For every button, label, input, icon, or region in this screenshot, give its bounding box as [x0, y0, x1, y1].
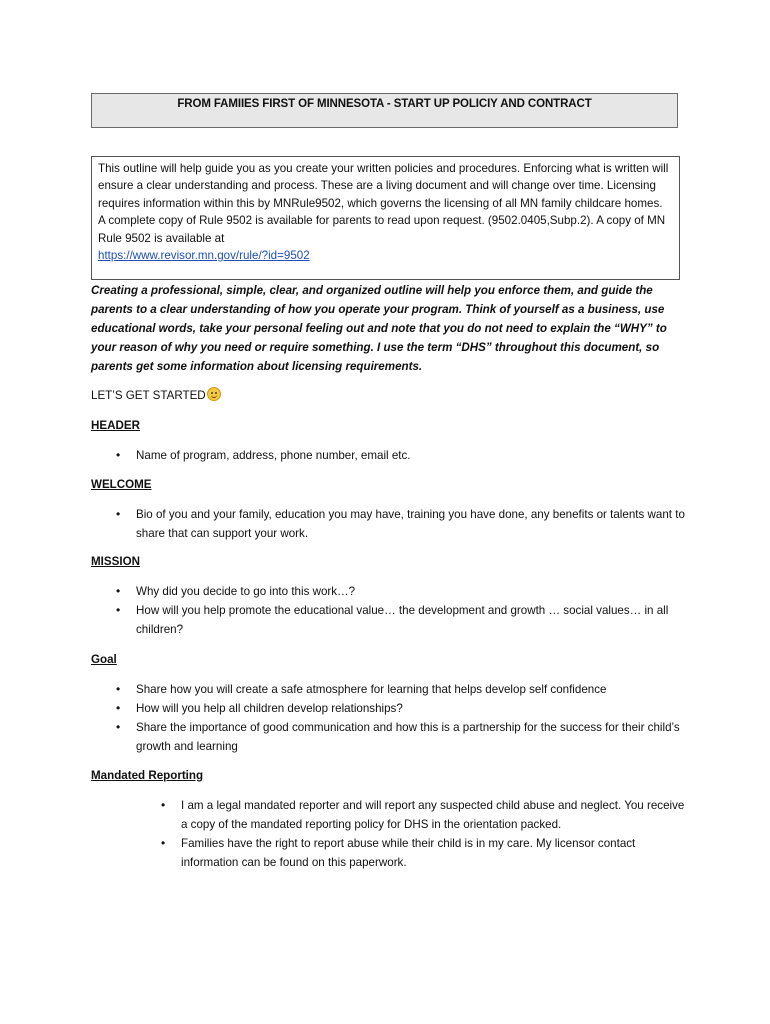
- welcome-list: [136, 505, 696, 543]
- revisor-link[interactable]: https://www.revisor.mn.gov/rule/?id=9502: [98, 249, 310, 263]
- list-item: • How will you help all children develop relationships?: [136, 699, 696, 718]
- mission-list: [136, 582, 696, 639]
- intro-text: This outline will help guide you as you create your written policies and procedures. Enforcing what is written will ensure a clear understanding and process. These are a living document and will change over time. Licensing requires information within this by MNRule9502, which governs the licensing of all MN family childcare homes. A complete copy of Rule 9502 is available for parents to read upon request. (9502.0405,Subp.2). A copy of MN Rule 9502 is available at: [98, 162, 669, 245]
- header-list: [136, 446, 696, 465]
- list-item: • Share the importance of good communication and how this is a partnership for the success for their child’s growth and learning: [136, 718, 696, 756]
- section-heading-header: HEADER: [91, 419, 140, 432]
- list-item: • Bio of you and your family, education you may have, training you have done, any benefits or talents want to share that can support your work.: [136, 505, 696, 543]
- lets-get-started: [91, 386, 221, 405]
- list-item: • Why did you decide to go into this work…?: [136, 582, 696, 601]
- lead-text: Creating a professional, simple, clear, and organized outline will help you enforce them, and guide the parents to a clear understanding of how you operate your program. Think of yourself as a business, use educational words, take your personal feeling out and note that you do not need to explain the “WHY” to your reason of why you need or require something. I use the term “DHS” throughout this document, so parents get some information about licensing requirements.: [91, 284, 667, 373]
- list-item: • I am a legal mandated reporter and will report any suspected child abuse and neglect. You receive a copy of the mandated reporting policy for DHS in the orientation packed.: [181, 796, 691, 834]
- list-item: • Name of program, address, phone number, email etc.: [136, 446, 696, 465]
- section-heading-welcome: WELCOME: [91, 478, 152, 491]
- list-item: • Families have the right to report abuse while their child is in my care. My licensor contact information can be found on this paperwork.: [181, 834, 691, 872]
- intro-box: [91, 156, 680, 280]
- section-heading-mission: MISSION: [91, 555, 140, 568]
- document-title: [91, 93, 678, 128]
- intro-paragraph: [98, 160, 671, 264]
- goal-list: [136, 680, 696, 756]
- lets-get-started-text: LET’S GET STARTED: [91, 389, 206, 402]
- list-item: • Share how you will create a safe atmosphere for learning that helps develop self confidence: [136, 680, 696, 699]
- mandated-reporting-list: [181, 796, 691, 872]
- smiley-icon: [207, 387, 221, 401]
- list-item: • How will you help promote the educational value… the development and growth … social values… in all children?: [136, 601, 696, 639]
- section-heading-goal: Goal: [91, 653, 117, 666]
- lead-paragraph: [91, 282, 691, 377]
- document-title-text: FROM FAMIIES FIRST OF MINNESOTA - START UP POLICIY AND CONTRACT: [177, 98, 592, 110]
- section-heading-mandated-reporting: Mandated Reporting: [91, 769, 204, 782]
